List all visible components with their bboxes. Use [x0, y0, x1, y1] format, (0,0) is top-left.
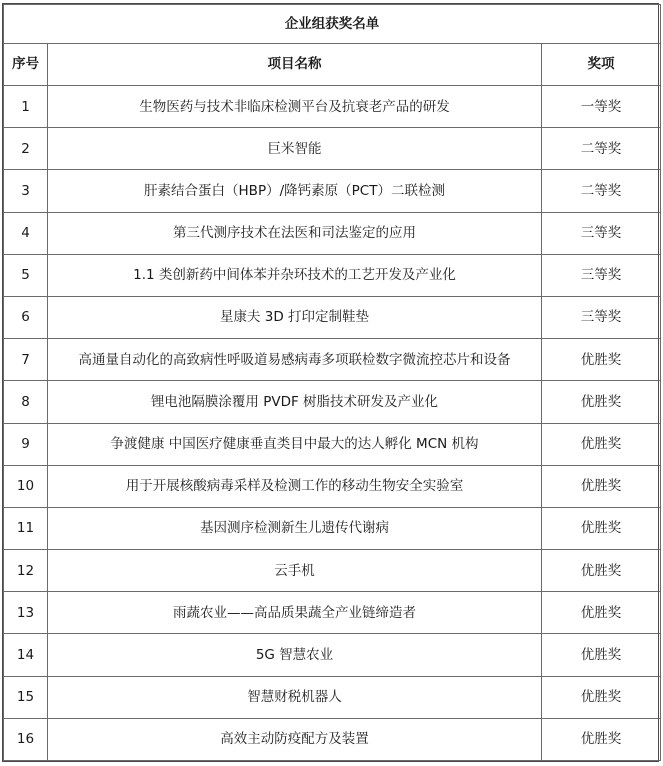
- table-row: [4, 550, 661, 592]
- table-row: [4, 634, 661, 676]
- row-index: 8: [4, 381, 48, 423]
- row-index: 15: [4, 676, 48, 718]
- table-row: [4, 86, 661, 128]
- row-project-name: 锂电池隔膜涂覆用 PVDF 树脂技术研发及产业化: [48, 381, 542, 423]
- table-row: [4, 339, 661, 381]
- row-award: 三等奖: [542, 254, 661, 296]
- table-row: [4, 128, 661, 170]
- table-row: [4, 676, 661, 718]
- row-project-name: 高效主动防疫配方及装置: [48, 718, 542, 760]
- table-body: [4, 86, 661, 761]
- header-project-name: 项目名称: [48, 44, 542, 86]
- row-award: 三等奖: [542, 296, 661, 338]
- table-row: [4, 465, 661, 507]
- row-index: 13: [4, 592, 48, 634]
- table-row: [4, 254, 661, 296]
- table-row: [4, 592, 661, 634]
- row-project-name: 高通量自动化的高致病性呼吸道易感病毒多项联检数字微流控芯片和设备: [48, 339, 542, 381]
- row-award: 优胜奖: [542, 676, 661, 718]
- row-index: 3: [4, 170, 48, 212]
- header-index: 序号: [4, 44, 48, 86]
- row-index: 10: [4, 465, 48, 507]
- row-index: 7: [4, 339, 48, 381]
- table-row: [4, 423, 661, 465]
- header-award: 奖项: [542, 44, 661, 86]
- row-project-name: 智慧财税机器人: [48, 676, 542, 718]
- award-table: [3, 4, 661, 761]
- row-index: 5: [4, 254, 48, 296]
- row-index: 14: [4, 634, 48, 676]
- table-row: [4, 170, 661, 212]
- table-row: [4, 507, 661, 549]
- row-project-name: 5G 智慧农业: [48, 634, 542, 676]
- row-award: 优胜奖: [542, 592, 661, 634]
- row-index: 4: [4, 212, 48, 254]
- row-project-name: 雨蔬农业——高品质果蔬全产业链缔造者: [48, 592, 542, 634]
- table-title: 企业组获奖名单: [4, 5, 661, 44]
- row-award: 优胜奖: [542, 465, 661, 507]
- row-award: 二等奖: [542, 170, 661, 212]
- row-index: 12: [4, 550, 48, 592]
- row-project-name: 争渡健康 中国医疗健康垂直类目中最大的达人孵化 MCN 机构: [48, 423, 542, 465]
- row-project-name: 肝素结合蛋白（HBP）/降钙素原（PCT）二联检测: [48, 170, 542, 212]
- table-row: [4, 718, 661, 760]
- row-index: 2: [4, 128, 48, 170]
- award-table-container: [2, 3, 659, 762]
- row-award: 优胜奖: [542, 423, 661, 465]
- table-row: [4, 296, 661, 338]
- row-project-name: 生物医药与技术非临床检测平台及抗衰老产品的研发: [48, 86, 542, 128]
- row-project-name: 巨米智能: [48, 128, 542, 170]
- table-title-row: [4, 5, 661, 44]
- row-award: 优胜奖: [542, 718, 661, 760]
- row-index: 6: [4, 296, 48, 338]
- row-index: 9: [4, 423, 48, 465]
- row-project-name: 用于开展核酸病毒采样及检测工作的移动生物安全实验室: [48, 465, 542, 507]
- row-project-name: 第三代测序技术在法医和司法鉴定的应用: [48, 212, 542, 254]
- row-project-name: 1.1 类创新药中间体苯并杂环技术的工艺开发及产业化: [48, 254, 542, 296]
- row-index: 16: [4, 718, 48, 760]
- row-project-name: 星康夫 3D 打印定制鞋垫: [48, 296, 542, 338]
- row-award: 二等奖: [542, 128, 661, 170]
- table-header-row: [4, 44, 661, 86]
- row-award: 优胜奖: [542, 507, 661, 549]
- row-index: 11: [4, 507, 48, 549]
- row-award: 一等奖: [542, 86, 661, 128]
- row-project-name: 云手机: [48, 550, 542, 592]
- row-award: 优胜奖: [542, 339, 661, 381]
- row-project-name: 基因测序检测新生儿遗传代谢病: [48, 507, 542, 549]
- row-award: 三等奖: [542, 212, 661, 254]
- table-row: [4, 381, 661, 423]
- row-award: 优胜奖: [542, 381, 661, 423]
- table-row: [4, 212, 661, 254]
- row-award: 优胜奖: [542, 550, 661, 592]
- row-index: 1: [4, 86, 48, 128]
- row-award: 优胜奖: [542, 634, 661, 676]
